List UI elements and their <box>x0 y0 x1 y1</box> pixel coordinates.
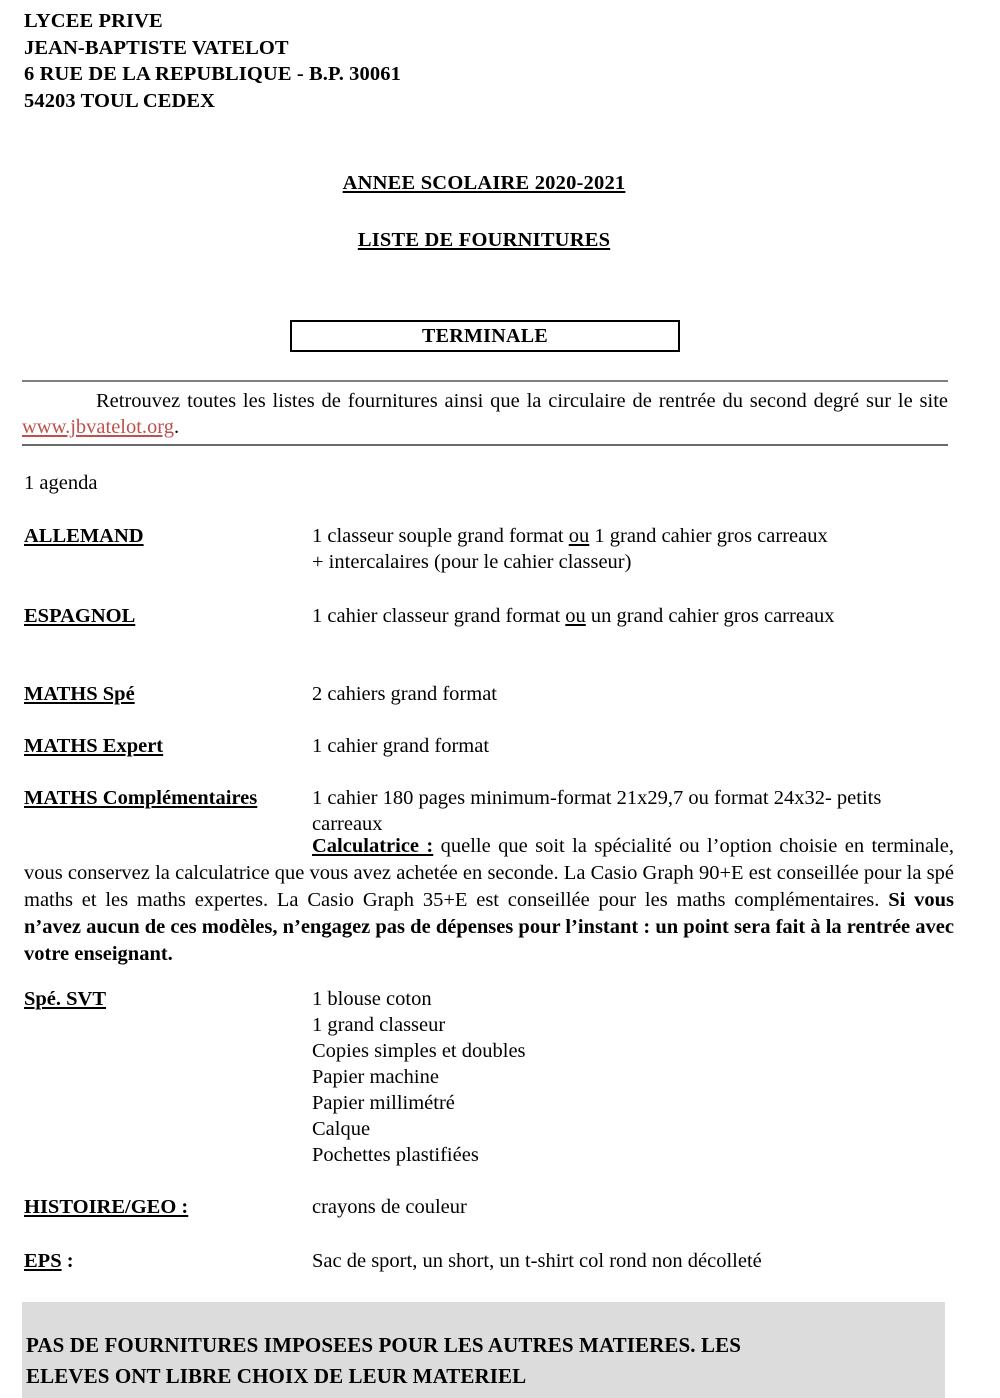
subject-label-eps <box>24 1248 312 1274</box>
supply-items-espagnol <box>312 603 954 629</box>
document-title: LISTE DE FOURNITURES <box>357 229 611 251</box>
intro-text-after-link: . <box>174 416 180 438</box>
supply-row-histoire-geo <box>24 1194 954 1220</box>
subject-underline: MATHS Expert <box>24 735 164 757</box>
supply-items-maths-expert <box>312 733 954 759</box>
list-item: 1 cahier 180 pages minimum-format 21x29,7 ou format 24x32- petits carreaux <box>312 787 882 835</box>
subject-label-spe-svt <box>24 986 312 1012</box>
subject-label-maths-spe <box>24 681 312 707</box>
letterhead-line-1: LYCEE PRIVE <box>24 10 163 32</box>
list-item: Papier machine <box>312 1066 439 1088</box>
list-item: + intercalaires (pour le cahier classeur) <box>312 551 632 573</box>
list-item: 1 cahier grand format <box>312 735 490 757</box>
letterhead-line-2: JEAN-BAPTISTE VATELOT <box>24 36 289 59</box>
supply-row-maths-expert <box>24 733 954 759</box>
list-item: Papier millimétré <box>312 1092 455 1114</box>
subject-label-espagnol <box>24 603 312 629</box>
conjunction-ou: ou <box>568 525 590 547</box>
class-level-label: TERMINALE <box>421 324 549 347</box>
subject-label-maths-expert <box>24 733 312 759</box>
supply-list <box>24 523 954 837</box>
intro-band <box>22 380 948 446</box>
calculator-body-normal: quelle que soit la spécialité ou l’option choisie en terminale, vous conservez la calculatrice que vous avez achetée en seconde. La Casio Graph 90+E est conseillée pour la spé maths et les maths expertes. La Casio Graph 35+E est conseillée pour les maths complémentaires. <box>24 835 954 911</box>
supply-row-espagnol <box>24 603 954 629</box>
supply-items-maths-spe <box>312 681 954 707</box>
footer-notice <box>22 1302 945 1398</box>
website-link[interactable]: www.jbvatelot.org <box>22 416 175 438</box>
calculator-body-bold: Si vous n’avez aucun de ces modèles, n’engagez pas de dépenses pour l’instant : un point sera fait à la rentrée avec votre enseignant. <box>24 889 954 965</box>
supply-row-eps <box>24 1248 954 1274</box>
subject-suffix-eps: : <box>61 1250 74 1272</box>
list-item: Calque <box>312 1118 371 1140</box>
subject-underline: HISTOIRE/GEO : <box>24 1196 189 1218</box>
subject-underline: MATHS Spé <box>24 683 135 705</box>
calculator-paragraph <box>24 833 954 968</box>
subject-underline: EPS <box>24 1250 62 1272</box>
supply-items-eps <box>312 1248 954 1274</box>
intro-text-before-link: Retrouvez toutes les listes de fournitures ainsi que la circulaire de rentrée du second degré sur le site <box>96 390 948 412</box>
subject-underline: MATHS Complémentaires <box>24 787 258 809</box>
conjunction-ou: ou <box>565 605 586 627</box>
supply-items-histoire-geo <box>312 1194 954 1220</box>
supply-row-maths-complementaires <box>24 785 954 837</box>
list-item: crayons de couleur <box>312 1196 467 1218</box>
supply-row-maths-spe <box>24 681 954 707</box>
list-item: Copies simples et doubles <box>312 1040 526 1062</box>
list-item: Pochettes plastifiées <box>312 1144 479 1166</box>
letterhead-line-4: 54203 TOUL CEDEX <box>24 89 216 112</box>
subject-underline: ALLEMAND <box>24 525 144 547</box>
list-item: 1 grand classeur <box>312 1014 446 1036</box>
subject-underline: Spé. SVT <box>24 988 107 1010</box>
calculator-heading: Calculatrice : <box>312 835 434 857</box>
school-year-title: ANNEE SCOLAIRE 2020-2021 <box>342 172 626 194</box>
supply-list-secondary <box>24 986 954 1274</box>
letterhead <box>24 8 401 114</box>
list-item: 2 cahiers grand format <box>312 683 497 705</box>
subject-label-allemand <box>24 523 312 549</box>
list-item: 1 classeur souple grand format ou 1 grand cahier gros carreaux <box>312 525 828 547</box>
supply-row-spe-svt <box>24 986 954 1168</box>
list-item: 1 blouse coton <box>312 988 432 1010</box>
supply-items-allemand <box>312 523 954 575</box>
subject-underline: ESPAGNOL <box>24 605 136 627</box>
footer-line-1: PAS DE FOURNITURES IMPOSEES POUR LES AUTRES MATIERES. LES <box>26 1333 741 1357</box>
title-block <box>0 172 968 252</box>
list-item: 1 cahier classeur grand format ou un grand cahier gros carreaux <box>312 605 835 627</box>
supply-items-maths-complementaires <box>312 785 952 837</box>
subject-label-histoire-geo <box>24 1194 312 1220</box>
supply-items-spe-svt <box>312 986 954 1168</box>
footer-line-2: ELEVES ONT LIBRE CHOIX DE LEUR MATERIEL <box>26 1364 527 1388</box>
list-item: Sac de sport, un short, un t-shirt col rond non décolleté <box>312 1250 762 1272</box>
letterhead-line-3: 6 RUE DE LA REPUBLIQUE - B.P. 30061 <box>24 63 401 85</box>
class-level-box <box>290 320 680 352</box>
subject-label-maths-complementaires <box>24 785 312 811</box>
agenda-item: 1 agenda <box>24 472 98 494</box>
intro-paragraph <box>22 388 948 440</box>
supply-row-allemand <box>24 523 954 575</box>
